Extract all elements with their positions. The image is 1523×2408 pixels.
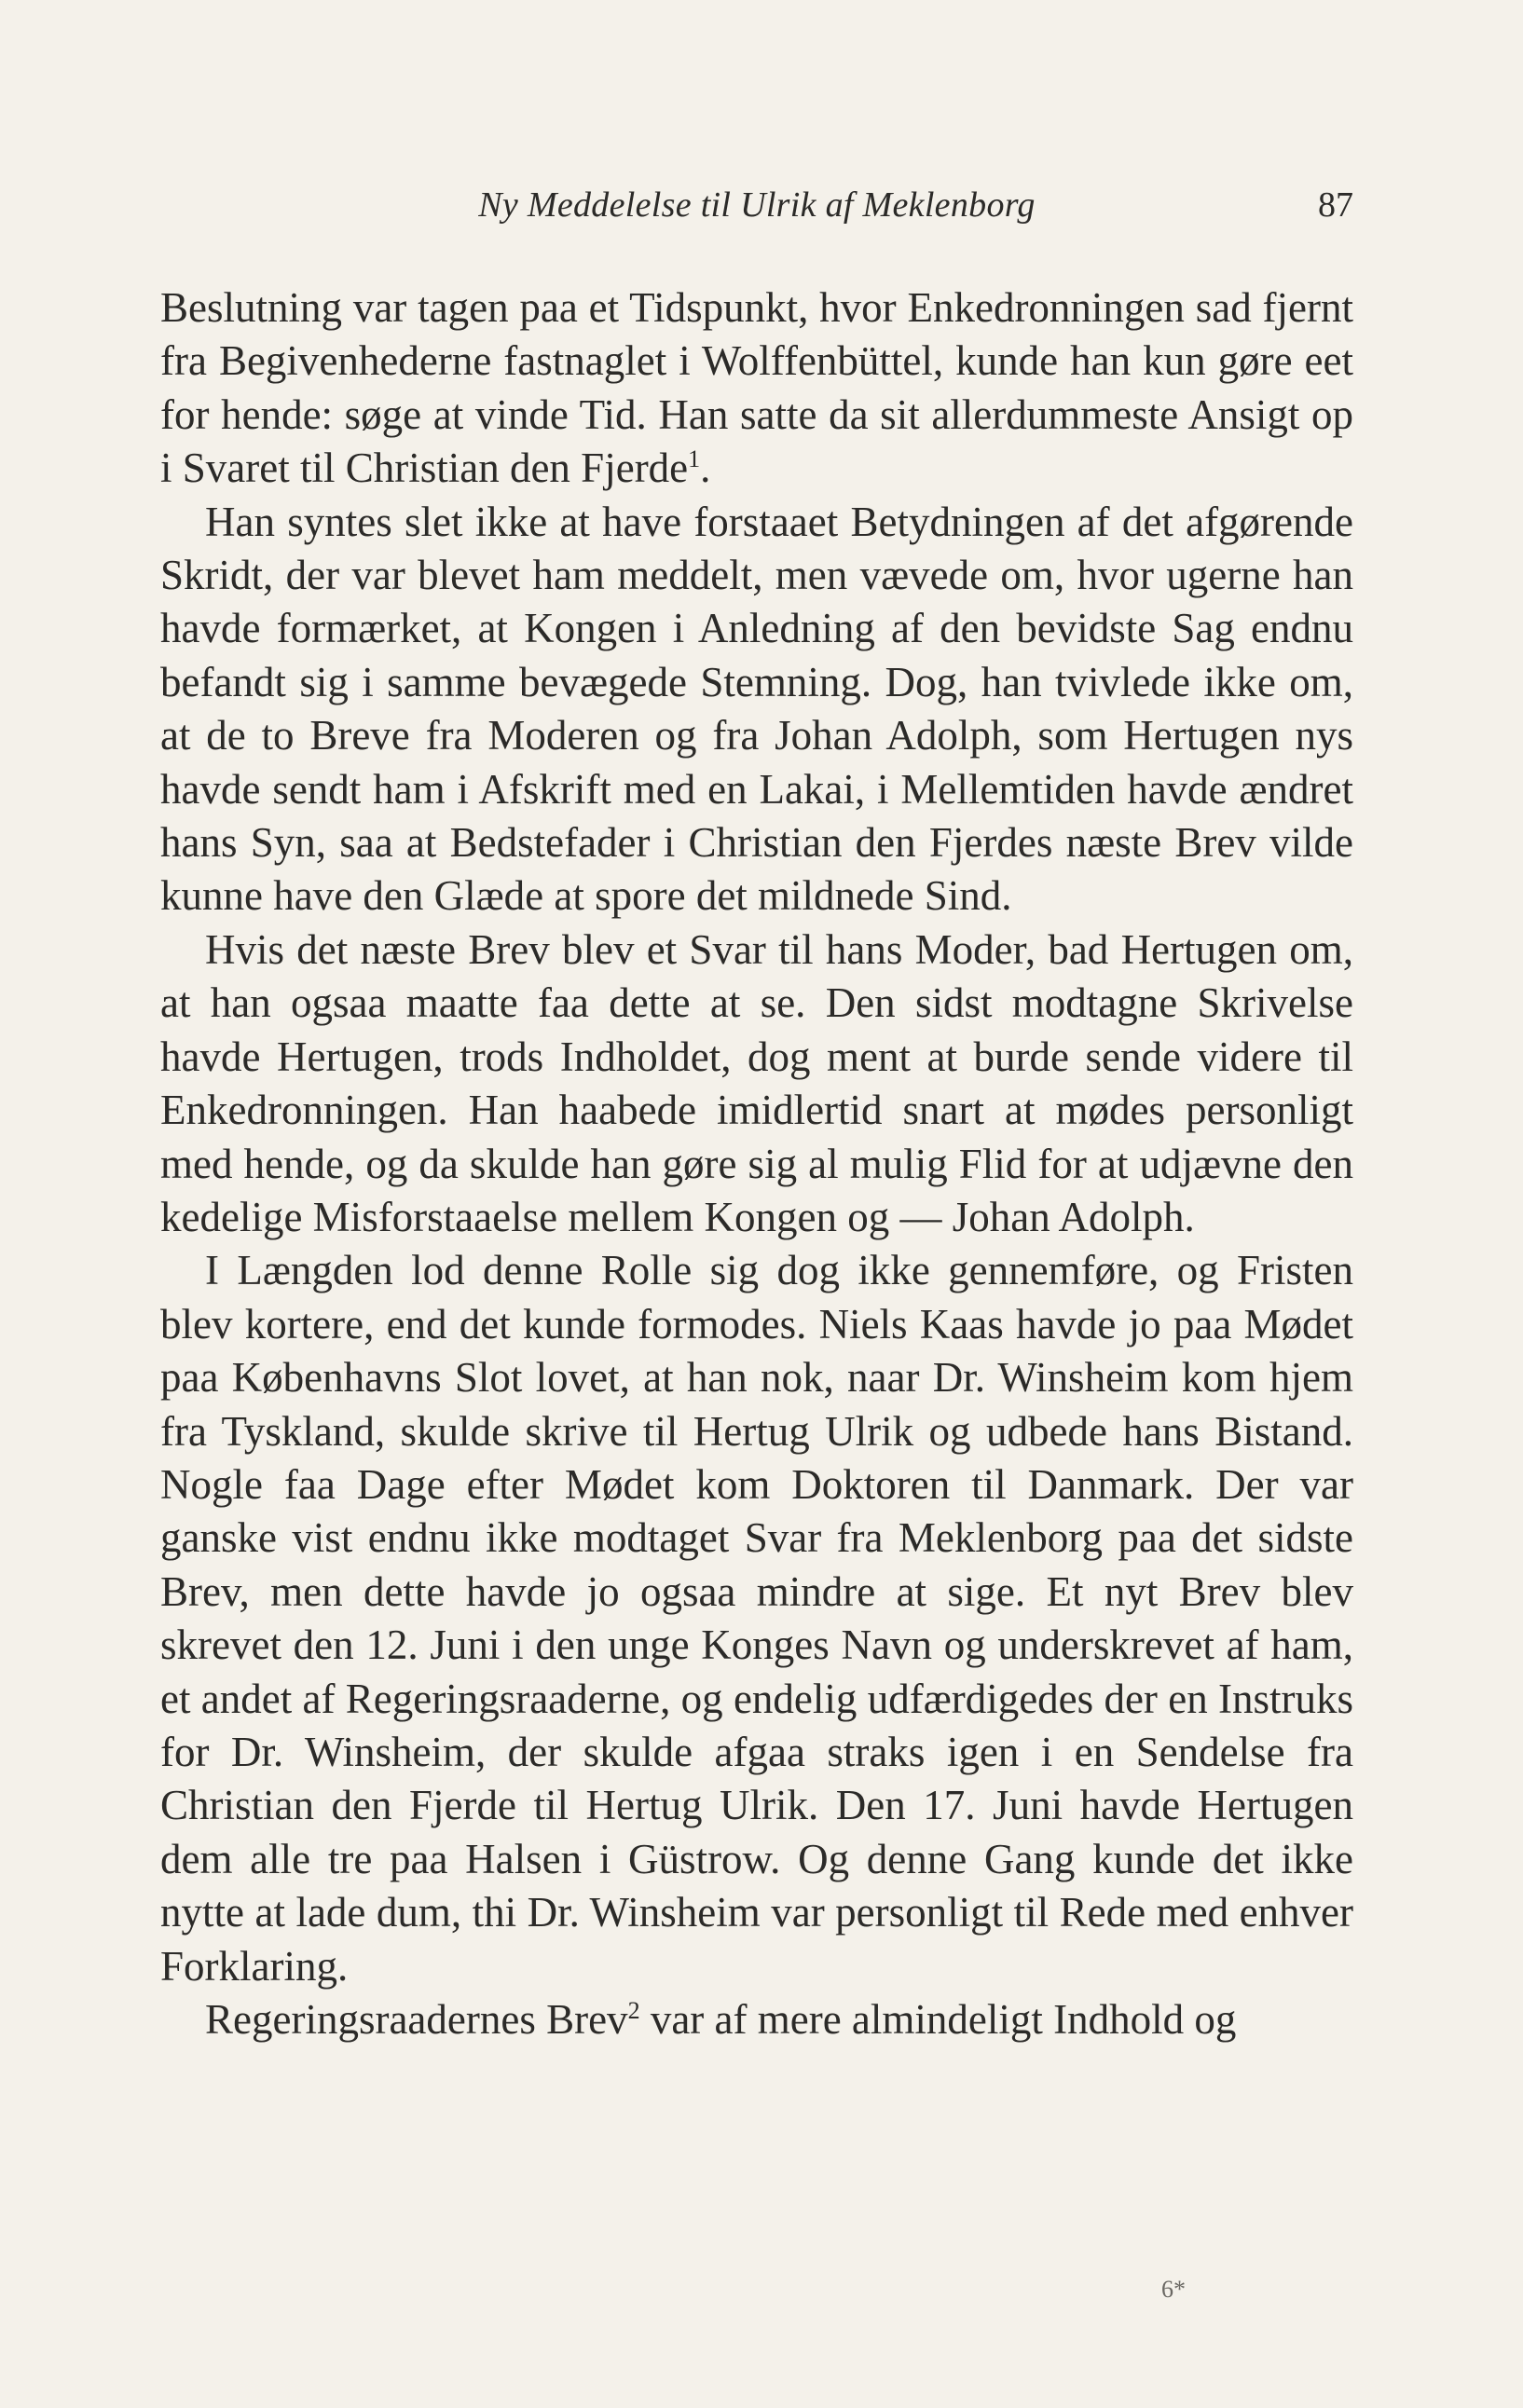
- footnote-ref: 2: [627, 1997, 640, 2024]
- paragraph-3: Hvis det næste Brev blev et Svar til hans Moder, bad Hertugen om, at han ogsaa maatte faa dette at se. Den sidst modtagne Skrivelse havde Hertugen, trods Indholdet, dog ment at burde sende videre til Enkedronningen. Han haabede imidlertid snart at mødes personligt med hende, og da skulde han gøre sig al mulig Flid for at udjævne den kedelige Misforstaaelse mellem Kongen og — Johan Adolph.: [160, 925, 1353, 1240]
- paragraph-4: I Længden lod denne Rolle sig dog ikke gennemføre, og Fristen blev kortere, end det kunde formodes. Niels Kaas havde jo paa Mødet paa Københavns Slot lovet, at han nok, naar Dr. Winsheim kom hjem fra Tyskland, skulde skrive til Hertug Ulrik og udbede hans Bistand. Nogle faa Dage efter Mødet kom Doktoren til Danmark. Der var ganske vist endnu ikke modtaget Svar fra Meklenborg paa det sidste Brev, men dette havde jo ogsaa mindre at sige. Et nyt Brev blev skrevet den 12. Juni i den unge Konges Navn og underskrevet af ham, et andet af Regeringsraaderne, og endelig udfærdigedes der en Instruks for Dr. Winsheim, der skulde afgaa straks igen i en Sendelse fra Christian den Fjerde til Hertug Ulrik. Den 17. Juni havde Hertugen dem alle tre paa Halsen i Güstrow. Og denne Gang kunde det ikke nytte at lade dum, thi Dr. Winsheim var personligt til Rede med enhver Forklaring.: [160, 1247, 1353, 1990]
- running-title: Ny Meddelelse til Ulrik af Meklenborg: [478, 185, 1036, 225]
- printer-signature: 6*: [1161, 2276, 1186, 2303]
- body-text: [160, 281, 1353, 2046]
- paragraph-1: Beslutning var tagen paa et Tidspunkt, hvor Enkedronningen sad fjernt fra Begivenhederne fastnaglet i Wolffenbüttel, kunde han kun gøre eet for hende: søge at vinde Tid. Han satte da sit allerdummeste Ansigt op i Svaret til Christian den Fjerde$^1$.: [160, 284, 1353, 492]
- page-header: [160, 185, 1353, 240]
- footnote-ref: 1: [688, 445, 701, 473]
- page-number: 87: [1318, 185, 1353, 225]
- paragraph-2: Han syntes slet ikke at have forstaaet Betydningen af det afgørende Skridt, der var blevet ham meddelt, men vævede om, hvor ugerne han havde formærket, at Kongen i Anledning af den bevidste Sag endnu befandt sig i samme bevægede Stemning. Dog, han tvivlede ikke om, at de to Breve fra Moderen og fra Johan Adolph, som Hertugen nys havde sendt ham i Afskrift med en Lakai, i Mellemtiden havde ændret hans Syn, saa at Bedstefader i Christian den Fjerdes næste Brev vilde kunne have den Glæde at spore det mildnede Sind.: [160, 498, 1353, 920]
- paragraph-5: Regeringsraadernes Brev$^2$ var af mere almindeligt Indhold og: [205, 1996, 1237, 2043]
